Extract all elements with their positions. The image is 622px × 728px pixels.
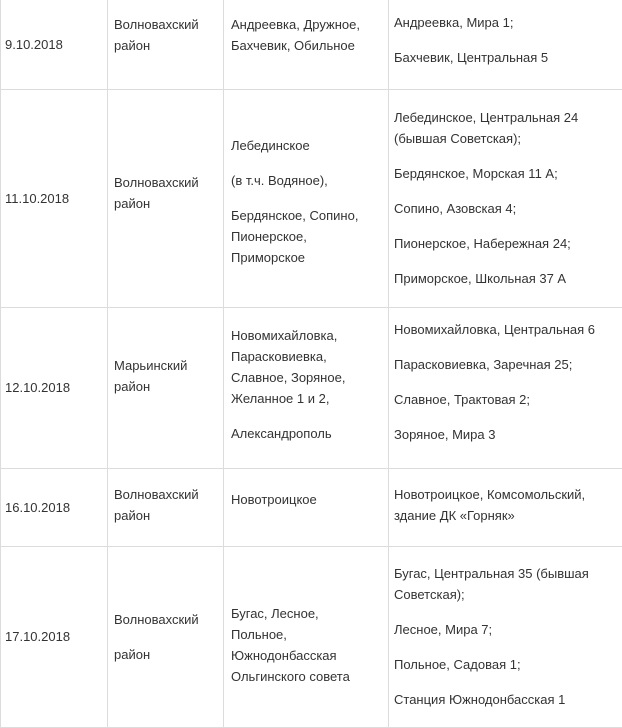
district-line: район [114, 505, 219, 526]
addresses-cell [389, 546, 622, 727]
date-text: 11.10.2018 [5, 191, 69, 206]
district-line: Волновахский [114, 14, 219, 35]
date-cell [1, 468, 108, 546]
address-line: Лесное, Мира 7; [394, 619, 619, 640]
addresses-text [394, 107, 619, 289]
address-line: Парасковиевка, Заречная 25; [394, 354, 619, 375]
address-line: Бугас, Центральная 35 (бывшая [394, 563, 619, 584]
settlement-line: Бугас, Лесное, [231, 603, 384, 624]
district-text [114, 172, 219, 214]
table-row [1, 546, 622, 727]
date-cell [1, 89, 108, 307]
date-text: 12.10.2018 [5, 380, 70, 395]
settlement-line: Желанное 1 и 2, [231, 388, 384, 409]
settlement-line: Бердянское, Сопино, [231, 205, 384, 226]
settlements-cell [224, 89, 389, 307]
address-line: Польное, Садовая 1; [394, 654, 619, 675]
district-line: Волновахский [114, 172, 219, 193]
settlements-text [231, 489, 384, 510]
date-cell [1, 0, 108, 89]
settlement-line: Новотроицкое [231, 489, 384, 510]
district-line: район [114, 193, 219, 214]
district-line: Волновахский [114, 609, 219, 630]
table-row [1, 0, 622, 89]
address-line: Новомихайловка, Центральная 6 [394, 319, 619, 340]
address-line: Славное, Трактовая 2; [394, 389, 619, 410]
settlement-line: Ольгинского совета [231, 666, 384, 687]
address-line: Пионерское, Набережная 24; [394, 233, 619, 254]
district-cell [108, 307, 224, 468]
district-cell [108, 89, 224, 307]
address-line: Бахчевик, Центральная 5 [394, 47, 619, 68]
district-cell [108, 0, 224, 89]
date-text: 9.10.2018 [5, 37, 63, 52]
settlements-text [231, 14, 384, 56]
address-line: Андреевка, Мира 1; [394, 12, 619, 33]
address-line: (бывшая Советская); [394, 128, 619, 149]
date-cell [1, 546, 108, 727]
settlements-cell [224, 0, 389, 89]
date-text: 17.10.2018 [5, 629, 70, 644]
address-line: Лебединское, Центральная 24 [394, 107, 619, 128]
settlements-cell [224, 546, 389, 727]
address-line: Бердянское, Морская 11 А; [394, 163, 619, 184]
settlement-line: Новомихайловка, [231, 325, 384, 346]
address-line: Станция Южнодонбасская 1 [394, 689, 619, 710]
district-line: Марьинский [114, 355, 219, 376]
district-text [114, 355, 219, 397]
addresses-text [394, 563, 619, 710]
address-line: Приморское, Школьная 37 А [394, 268, 619, 289]
district-cell [108, 546, 224, 727]
table-row [1, 468, 622, 546]
settlements-text [231, 325, 384, 444]
settlement-line: Польное, [231, 624, 384, 645]
settlement-line: Лебединское [231, 135, 384, 156]
settlement-line: Андреевка, Дружное, [231, 14, 384, 35]
settlement-line: Пионерское, [231, 226, 384, 247]
district-cell [108, 468, 224, 546]
district-line: район [114, 376, 219, 397]
addresses-text [394, 319, 619, 445]
district-text [114, 609, 219, 665]
district-line: район [114, 35, 219, 56]
address-line: Зоряное, Мира 3 [394, 424, 619, 445]
addresses-text [394, 484, 619, 526]
district-line: район [114, 644, 219, 665]
addresses-text [394, 12, 619, 68]
addresses-cell [389, 89, 622, 307]
settlement-line: Славное, Зоряное, [231, 367, 384, 388]
settlements-cell [224, 307, 389, 468]
table-row [1, 307, 622, 468]
addresses-cell [389, 468, 622, 546]
settlement-line: Приморское [231, 247, 384, 268]
settlement-line: Южнодонбасская [231, 645, 384, 666]
settlement-line: Александрополь [231, 423, 384, 444]
address-line: Советская); [394, 584, 619, 605]
district-text [114, 484, 219, 526]
addresses-cell [389, 307, 622, 468]
addresses-cell [389, 0, 622, 89]
date-cell [1, 307, 108, 468]
settlement-line: (в т.ч. Водяное), [231, 170, 384, 191]
address-line: здание ДК «Горняк» [394, 505, 619, 526]
settlement-line: Парасковиевка, [231, 346, 384, 367]
table-row [1, 89, 622, 307]
district-text [114, 14, 219, 56]
address-line: Сопино, Азовская 4; [394, 198, 619, 219]
district-line: Волновахский [114, 484, 219, 505]
settlement-line: Бахчевик, Обильное [231, 35, 384, 56]
address-line: Новотроицкое, Комсомольский, [394, 484, 619, 505]
settlements-cell [224, 468, 389, 546]
date-text: 16.10.2018 [5, 500, 70, 515]
settlements-text [231, 603, 384, 687]
settlements-text [231, 135, 384, 268]
